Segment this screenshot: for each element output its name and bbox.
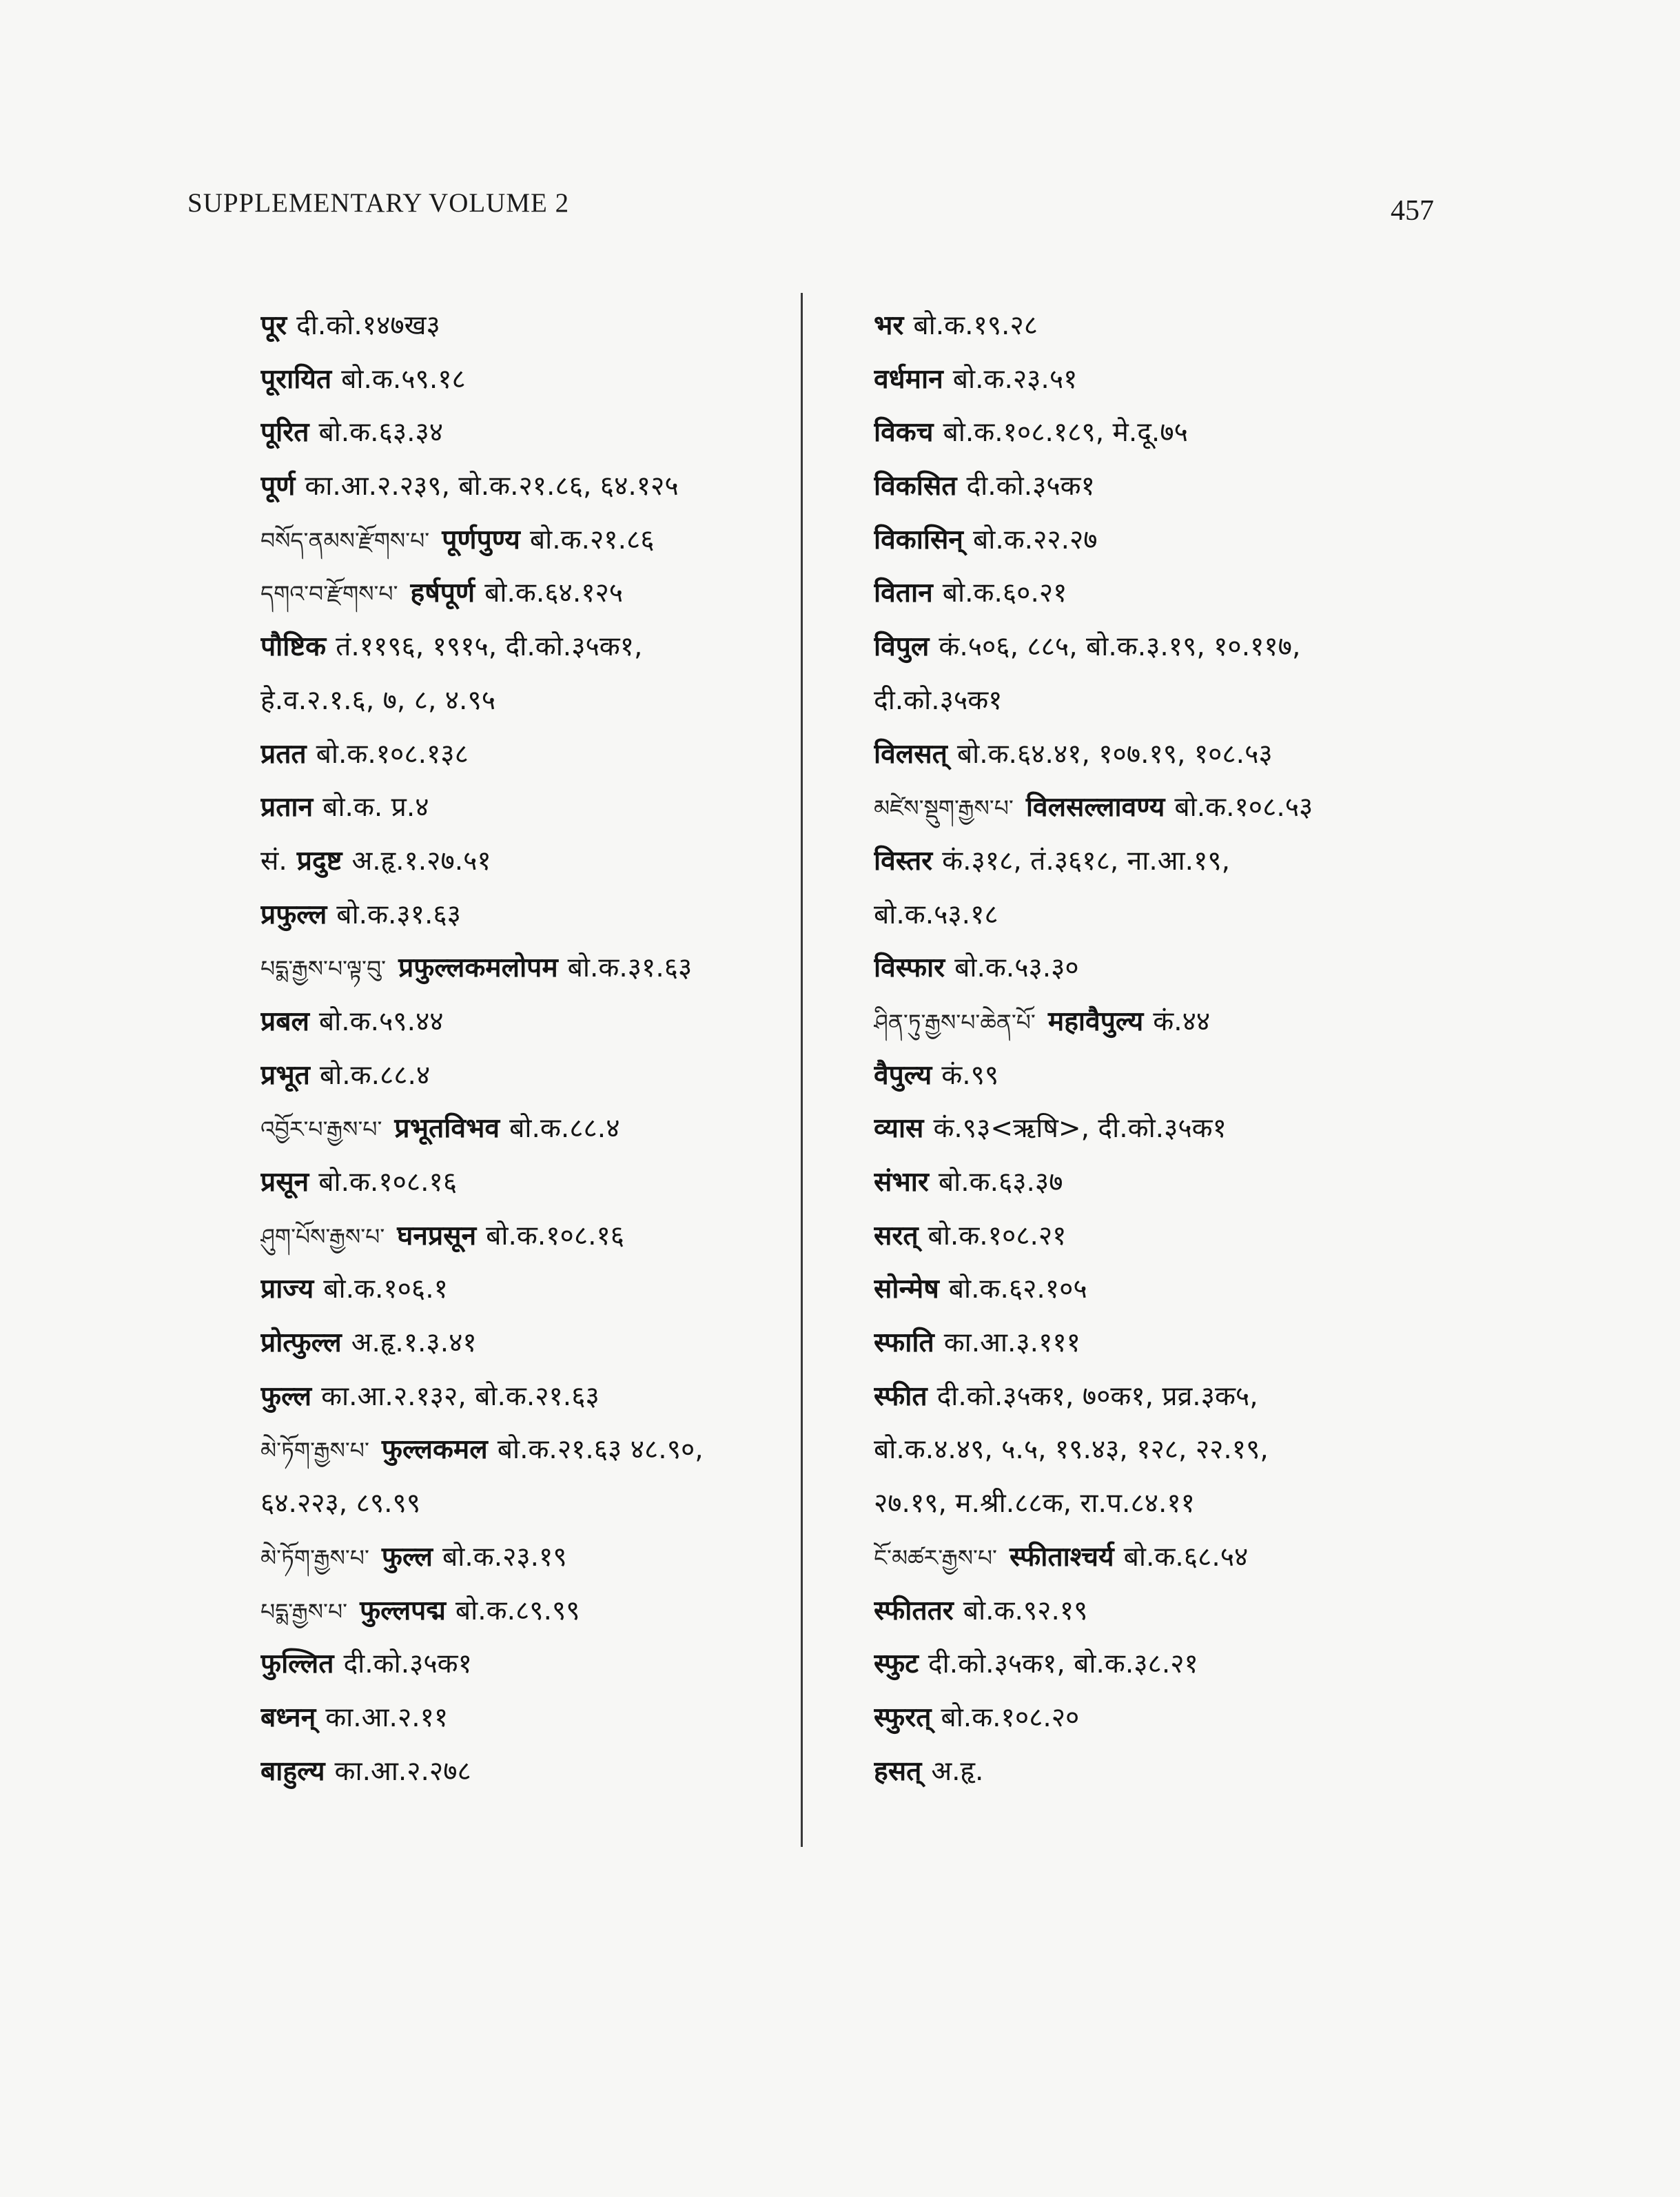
column-divider [801,293,803,1847]
left-column [260,299,791,1798]
entry-headword: स्फुरत् [874,1702,932,1733]
dictionary-entry [260,1745,791,1799]
entry-headword: पौष्टिक [260,631,327,663]
entry-headword: स्फुट [874,1648,919,1680]
dictionary-entry [874,566,1494,620]
dictionary-entry [874,299,1494,353]
dictionary-entry [260,1584,791,1638]
entry-references: दी.को.३५क१ [966,471,1095,502]
dictionary-entry [260,781,791,835]
entry-headword: स्फाति [874,1327,934,1359]
entry-headword: हसत् [874,1755,922,1787]
running-header-title: SUPPLEMENTARY VOLUME 2 [187,188,570,218]
entry-references: बो.क.२३.१९ [442,1541,567,1573]
entry-references: बो.क.५९.१८ [341,363,466,395]
entry-headword: विलसल्लावण्य [1025,792,1165,824]
entry-references: दी.को.३५क१ [874,684,1003,716]
dictionary-entry [874,1049,1494,1103]
dictionary-entry [260,835,791,888]
dictionary-entry [874,1584,1494,1638]
tibetan-equivalent: པདྨ་རྒྱས་པ་ལྟ་བུ་ [260,955,387,983]
entry-references: बो.क.५३.३० [954,952,1079,984]
dictionary-entry [260,1423,791,1477]
entry-references: बो.क.१०६.१ [323,1274,448,1305]
entry-references: बो.क. प्र.४ [322,792,429,824]
entry-headword: पूर्ण [260,471,296,502]
dictionary-entry [874,1263,1494,1316]
dictionary-entry [260,513,791,567]
dictionary-entry [874,1370,1494,1424]
entry-headword: प्रतान [260,792,314,824]
dictionary-entry [260,620,791,674]
entry-headword: फुल्ल [381,1541,433,1573]
dictionary-entry [260,1370,791,1424]
entry-references: का.आ.२.११ [325,1702,449,1733]
dictionary-entry [260,941,791,995]
dictionary-entry [874,728,1494,781]
entry-references: बो.क.४.४९, ५.५, १९.४३, १२८, २२.१९, [874,1434,1269,1466]
dictionary-entry [874,995,1494,1049]
entry-references: बो.क.९२.१९ [963,1595,1088,1626]
entry-references: बो.क.१०८.१८९, मे.दू.७५ [943,417,1188,449]
dictionary-entry [260,1209,791,1263]
entry-references: बो.क.६४.१२५ [484,578,624,609]
dictionary-entry [260,995,791,1049]
entry-headword: घनप्रसून [397,1220,477,1251]
entry-references: अ.हृ.१.३.४१ [351,1327,477,1359]
dictionary-entry [260,406,791,460]
dictionary-entry [874,835,1494,888]
entry-headword: प्राज्य [260,1274,314,1305]
entry-references: बो.क.६२.१०५ [948,1274,1087,1305]
entry-references: बो.क.३१.६३ [567,952,693,984]
entry-references: का.आ.२.२७८ [334,1755,471,1787]
entry-headword: विकासिन् [874,524,963,555]
entry-references: अ.हृ. [931,1755,984,1787]
entry-headword: विस्फार [874,952,945,984]
dictionary-entry [874,353,1494,407]
entry-headword: प्रोत्फुल्ल [260,1327,342,1359]
entry-headword: प्रफुल्लकमलोपम [398,952,558,984]
entry-headword: प्रफुल्ल [260,899,327,930]
tibetan-equivalent: མེ་ཏོག་རྒྱས་པ་ [260,1544,369,1571]
entry-headword: पूरायित [260,363,332,395]
entry-headword: स्फीततर [874,1595,954,1626]
entry-headword: प्रबल [260,1005,309,1037]
dictionary-entry [874,1102,1494,1156]
entry-headword: संभार [874,1167,929,1198]
dictionary-entry [874,1316,1494,1370]
dictionary-entry [260,1637,791,1691]
tibetan-equivalent: འབྱོར་པ་རྒྱས་པ་ [260,1116,382,1143]
entry-headword: बाहुल्य [260,1755,325,1787]
entry-headword: व्यास [874,1113,924,1145]
dictionary-entry [874,1209,1494,1263]
entry-headword: प्रदुष्ट [296,845,342,877]
dictionary-entry [260,1263,791,1316]
entry-prefix: सं. [260,845,287,877]
entry-references: बो.क.१०८.१६ [486,1220,625,1251]
entry-references: बो.क.६८.५४ [1123,1541,1249,1573]
dictionary-entry [874,1531,1494,1584]
entry-references: बो.क.६३.३७ [938,1167,1063,1198]
entry-headword: सरत् [874,1220,919,1251]
entry-references: का.आ.३.१११ [943,1327,1080,1359]
tibetan-equivalent: ཤིན་ཏུ་རྒྱས་པ་ཆེན་པོ་ [874,1008,1036,1036]
entry-headword: स्फीत [874,1380,928,1412]
entry-references: बो.क.६४.४१, १०७.१९, १०८.५३ [956,738,1273,770]
entry-headword: फुल्लकमल [381,1434,488,1466]
entry-references: बो.क.१०८.२० [941,1702,1080,1733]
entry-headword: महावैपुल्य [1047,1005,1144,1037]
tibetan-equivalent: ཤུག་པོས་རྒྱས་པ་ [260,1223,385,1250]
dictionary-entry [874,513,1494,567]
entry-references: बो.क.५३.१८ [874,899,998,930]
entry-references: बो.क.१०८.१६ [318,1167,458,1198]
dictionary-entry [874,406,1494,460]
entry-headword: वर्धमान [874,363,943,395]
dictionary-entry [874,1477,1494,1531]
dictionary-entry [874,1745,1494,1799]
tibetan-equivalent: དགའ་བ་རྫོགས་པ་ [260,580,398,608]
entry-references: बो.क.२२.२७ [972,524,1098,555]
dictionary-entry [260,1316,791,1370]
dictionary-entry [260,566,791,620]
dictionary-entry [260,888,791,942]
entry-references: तं.११९६, १९१५, दी.को.३५क१, [336,631,643,663]
entry-references: बो.क.२३.५१ [952,363,1078,395]
entry-headword: बध्नन् [260,1702,316,1733]
entry-references: बो.क.८९.९९ [455,1595,580,1626]
entry-references: बो.क.२१.८६ [529,524,655,555]
entry-references: दी.को.१४७ख३ [296,310,440,341]
tibetan-equivalent: མེ་ཏོག་རྒྱས་པ་ [260,1437,369,1464]
entry-headword: प्रतत [260,738,307,770]
entry-references: बो.क.८८.४ [319,1059,431,1091]
dictionary-entry [260,1049,791,1103]
entry-references: ६४.२२३, ८९.९९ [260,1488,421,1520]
dictionary-entry [260,299,791,353]
entry-references: बो.क.१०८.१३८ [316,738,469,770]
entry-headword: भर [874,310,904,341]
entry-headword: प्रभूतविभव [394,1113,500,1145]
entry-references: कं.५०६, ८८५, बो.क.३.१९, १०.११७, [939,631,1301,663]
entry-headword: पूरित [260,417,309,449]
entry-headword: पूर [260,310,287,341]
entry-headword: फुल्लपद्म [360,1595,446,1626]
dictionary-entry [874,781,1494,835]
entry-headword: वैपुल्य [874,1059,932,1091]
entry-references: कं.९३<ऋषि>, दी.को.३५क१ [933,1113,1227,1145]
dictionary-entry [260,674,791,728]
dictionary-entry [260,1477,791,1531]
entry-references: बो.क.१९.२८ [913,310,1038,341]
entry-headword: पूर्णपुण्य [442,524,520,555]
dictionary-entry [260,728,791,781]
entry-headword: फुल्लित [260,1648,334,1680]
entry-references: २७.१९, म.श्री.८८क, रा.प.८४.११ [874,1488,1195,1520]
entry-references: कं.३१८, तं.३६१८, ना.आ.१९, [942,845,1231,877]
dictionary-entry [874,674,1494,728]
dictionary-entry [874,1156,1494,1209]
entry-headword: फुल्ल [260,1380,312,1412]
dictionary-entry [260,1102,791,1156]
dictionary-entry [260,1156,791,1209]
entry-references: का.आ.२.२३९, बो.क.२१.८६, ६४.१२५ [305,471,679,502]
entry-headword: वितान [874,578,933,609]
dictionary-entry [874,460,1494,513]
entry-references: बो.क.६०.२१ [942,578,1067,609]
entry-references: बो.क.१०८.५३ [1174,792,1313,824]
right-column [874,299,1494,1798]
dictionary-entry [874,941,1494,995]
entry-references: दी.को.३५क१, ७०क१, प्रव्र.३क५, [936,1380,1258,1412]
entry-headword: विपुल [874,631,930,663]
dictionary-entry [874,620,1494,674]
dictionary-entry [260,1691,791,1745]
entry-references: बो.क.५९.४४ [318,1005,444,1037]
entry-headword: विलसत् [874,738,947,770]
entry-references: अ.हृ.१.२७.५१ [351,845,491,877]
tibetan-equivalent: མཛེས་སྡུག་རྒྱས་པ་ [874,795,1014,822]
entry-references: का.आ.२.१३२, बो.क.२१.६३ [321,1380,600,1412]
dictionary-entry [260,353,791,407]
entry-references: हे.व.२.१.६, ७, ८, ४.९५ [260,684,495,716]
entry-headword: प्रभूत [260,1059,310,1091]
entry-references: बो.क.६३.३४ [318,417,444,449]
entry-references: बो.क.२१.६३ ४८.९०, [497,1434,704,1466]
tibetan-equivalent: པདྨ་རྒྱས་པ་ [260,1597,348,1625]
entry-references: कं.९९ [941,1059,999,1091]
tibetan-equivalent: ངོ་མཚར་རྒྱས་པ་ [874,1544,997,1571]
dictionary-entry [874,1691,1494,1745]
page-number: 457 [1391,195,1434,227]
entry-headword: हर्षपूर्ण [410,578,475,609]
tibetan-equivalent: བསོད་ནམས་རྫོགས་པ་ [260,527,430,554]
dictionary-entry [874,888,1494,942]
entry-headword: विकसित [874,471,957,502]
entry-headword: विस्तर [874,845,933,877]
entry-headword: सोन्मेष [874,1274,939,1305]
entry-references: बो.क.८८.४ [509,1113,620,1145]
entry-headword: विकच [874,417,934,449]
dictionary-entry [260,1531,791,1584]
dictionary-entry [874,1637,1494,1691]
entry-references: दी.को.३५क१, बो.क.३८.२१ [928,1648,1198,1680]
entry-references: कं.४४ [1153,1005,1211,1037]
dictionary-entry [260,460,791,513]
entry-references: दी.को.३५क१ [343,1648,472,1680]
entry-references: बो.क.३१.६३ [336,899,461,930]
dictionary-entry [874,1423,1494,1477]
entry-headword: स्फीताश्चर्य [1010,1541,1114,1573]
entry-headword: प्रसून [260,1167,309,1198]
entry-references: बो.क.१०८.२१ [928,1220,1067,1251]
